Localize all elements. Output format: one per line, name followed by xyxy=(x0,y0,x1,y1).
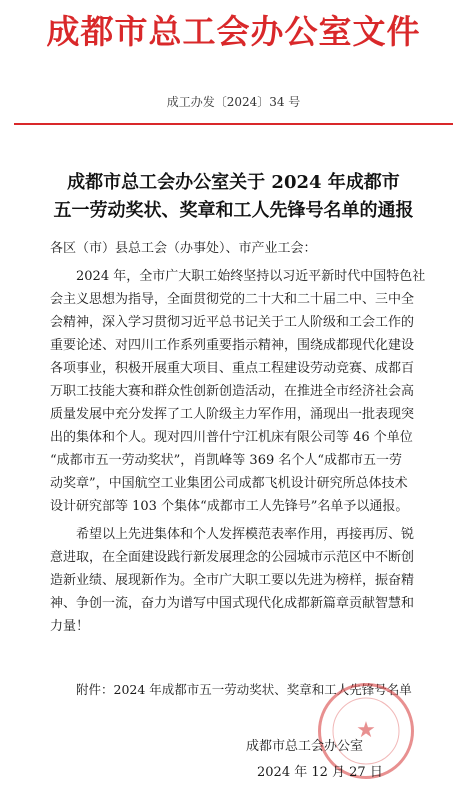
body-line: 万职工技能大赛和群众性创新创造活动，在推进全市经济社会高 xyxy=(50,384,415,399)
body-line: 2024 年，全市广大职工始终坚持以习近平新时代中国特色社 xyxy=(76,269,426,284)
document-title-line-1: 成都市总工会办公室关于 2024 年成都市 xyxy=(67,172,400,193)
signature-date: 2024 年 12 月 27 日 xyxy=(257,765,383,780)
attachment-note: 附件：2024 年成都市五一劳动奖状、奖章和工人先锋号名单 xyxy=(76,682,412,697)
body-line: “成都市五一劳动奖状”，肖凯峰等 369 名个人“成都市五一劳 xyxy=(50,453,403,468)
body-line: 造新业绩、展现新作为。全市广大职工要以先进为榜样，振奋精 xyxy=(50,573,415,588)
red-divider-line xyxy=(14,123,453,125)
signature-organization: 成都市总工会办公室 xyxy=(246,739,364,754)
body-line: 会精神，深入学习贯彻习近平总书记关于工人阶级和工会工作的 xyxy=(50,315,415,330)
salutation: 各区（市）县总工会（办事处）、市产业工会： xyxy=(50,241,317,256)
body-line: 神、争创一流，奋力为谱写中国式现代化成都新篇章贡献智慧和 xyxy=(50,596,415,611)
body-line: 重要论述、对四川工作系列重要指示精神，围绕成都现代化建设 xyxy=(50,338,415,353)
document-header-title: 成都市总工会办公室文件 xyxy=(46,12,421,51)
seal-star-icon: ★ xyxy=(356,718,376,743)
body-line: 质量发展中充分发挥了工人阶级主力军作用，涌现出一批表现突 xyxy=(50,407,415,422)
body-line: 各项事业，积极开展重大项目、重点工程建设劳动竞赛、成都百 xyxy=(50,361,415,376)
body-line: 出的集体和个人。现对四川普什宁江机床有限公司等 46 个单位 xyxy=(50,430,413,445)
body-line: 力量！ xyxy=(50,619,90,634)
document-title-line-2: 五一劳动奖状、奖章和工人先锋号名单的通报 xyxy=(53,200,414,221)
body-line: 设计研究部等 103 个集体“成都市工人先锋号”名单予以通报。 xyxy=(50,499,409,514)
body-line: 意进取，在全面建设践行新发展理念的公园城市示范区中不断创 xyxy=(50,550,415,565)
body-line: 会主义思想为指导，全面贯彻党的二十大和二十届二中、三中全 xyxy=(50,292,415,307)
body-line: 希望以上先进集体和个人发挥模范表率作用，再接再厉、锐 xyxy=(76,527,415,542)
body-line: 动奖章”，中国航空工业集团公司成都飞机设计研究所总体技术 xyxy=(50,476,408,491)
document-number: 成工办发〔2024〕34 号 xyxy=(166,95,301,109)
